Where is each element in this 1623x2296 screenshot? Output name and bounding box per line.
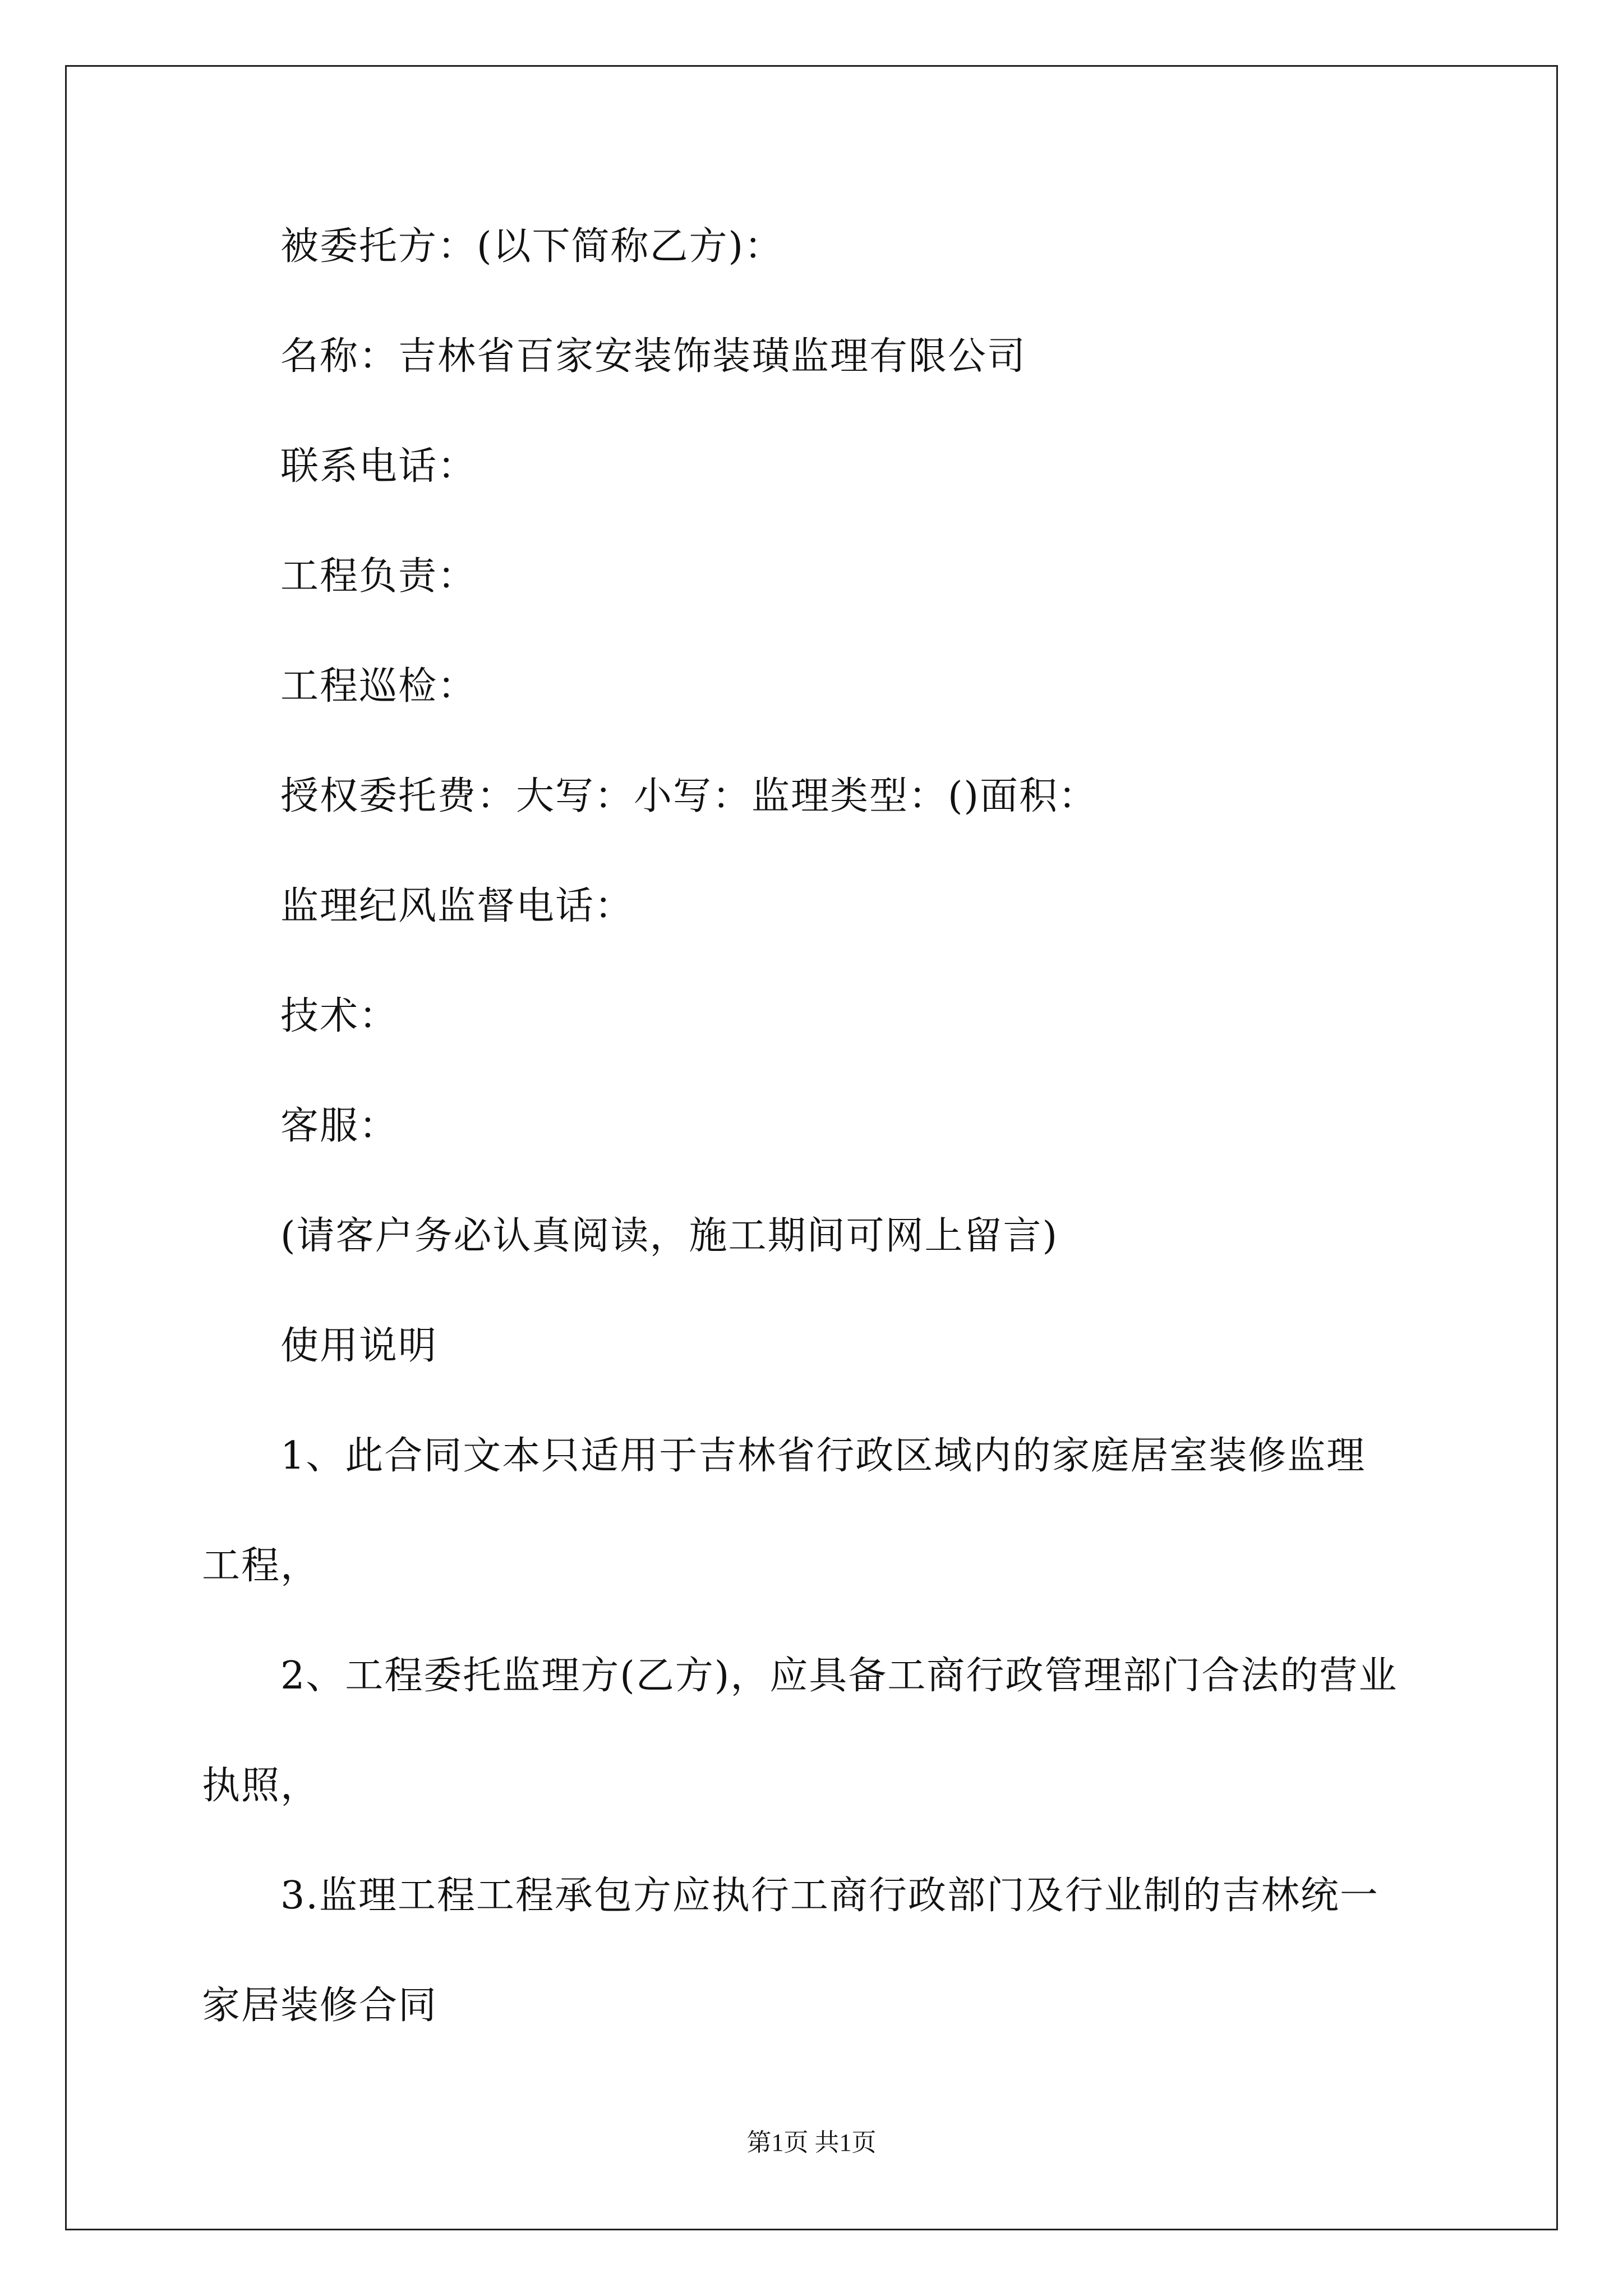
text-line-notice: (请客户务必认真阅读，施工期间可网上留言) — [280, 1214, 1059, 1258]
text-line-inspection: 工程巡检： — [280, 664, 477, 708]
text-line-phone: 联系电话： — [280, 444, 477, 489]
text-line-supervision-phone: 监理纪风监督电话： — [280, 884, 634, 928]
page-number: 第1页 共1页 — [746, 2129, 877, 2156]
text-line-item-2b: 执照， — [202, 1764, 320, 1808]
text-line-item-2a: 2、工程委托监理方(乙方)，应具备工商行政管理部门合法的营业 — [280, 1654, 1398, 1698]
text-line-principal-party: 被委托方：(以下简称乙方)： — [280, 224, 784, 269]
document-body — [202, 222, 1436, 2031]
text-line-technical: 技术： — [280, 994, 399, 1038]
text-line-project-lead: 工程负责： — [280, 554, 477, 599]
text-line-item-3a: 3.监理工程工程承包方应执行工商行政部门及行业制的吉林统一 — [280, 1874, 1379, 1918]
text-line-company-name: 名称：吉林省百家安装饰装璜监理有限公司 — [280, 334, 1027, 379]
text-line-item-1a: 1、此合同文本只适用于吉林省行政区域内的家庭居室装修监理 — [280, 1434, 1366, 1478]
text-line-item-3b: 家居装修合同 — [202, 1984, 438, 2028]
section-heading-usage: 使用说明 — [280, 1324, 438, 1368]
text-line-fee: 授权委托费：大写：小写：监理类型：()面积： — [280, 774, 1098, 818]
text-line-item-1b: 工程， — [202, 1544, 320, 1588]
text-line-customer-service: 客服： — [280, 1104, 399, 1148]
